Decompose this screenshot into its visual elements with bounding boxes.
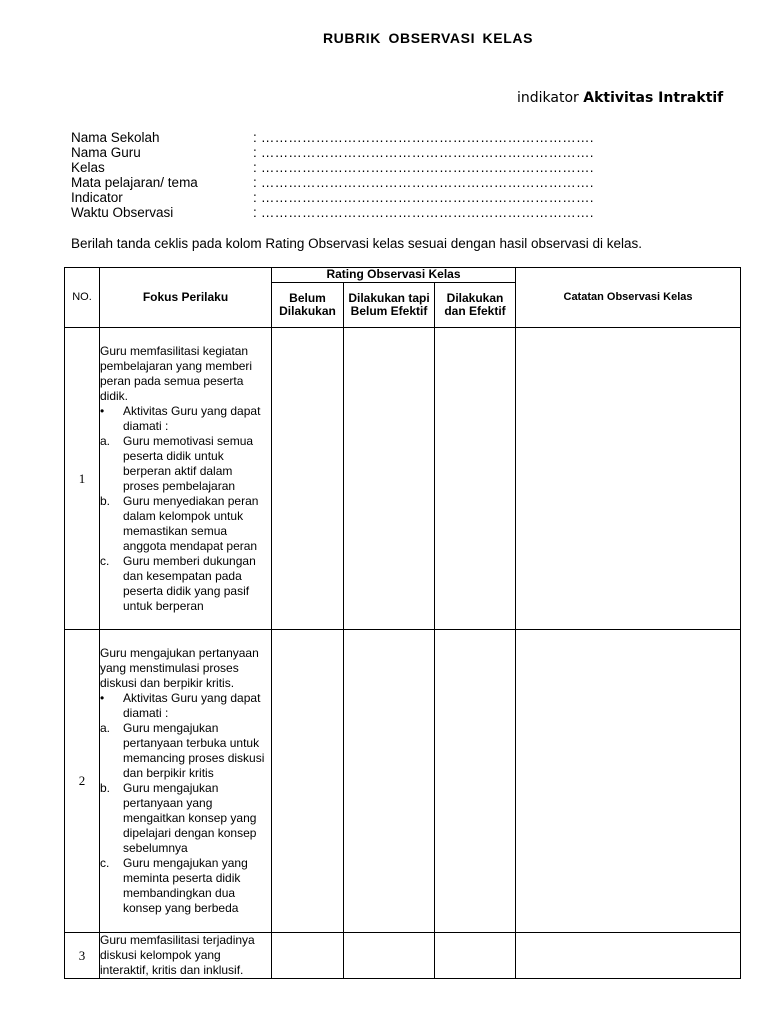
notes-cell[interactable] — [516, 630, 741, 933]
header-notes: Catatan Observasi Kelas — [516, 268, 741, 328]
item-text: Guru mengajukan pertanyaan terbuka untuk memancing proses diskusi dan berpikir kritis — [123, 721, 265, 780]
item-text: Guru mengajukan pertanyaan yang mengaitkan konsep yang dipelajari dengan konsep sebelumnya — [123, 781, 257, 855]
focus-intro: Guru memfasilitasi kegiatan pembelajaran yang memberi peran pada semua peserta didik. — [100, 343, 253, 403]
focus-item — [100, 494, 271, 554]
rating-cell-not-done[interactable] — [272, 328, 344, 630]
focus-cell — [100, 630, 272, 933]
item-text: Guru menyediakan peran dalam kelompok untuk memastikan semua anggota mendapat peran — [123, 493, 259, 553]
bullet-text: Aktivitas Guru yang dapat diamati : — [123, 403, 261, 433]
bullet-icon: • — [100, 403, 105, 418]
rating-cell-done-not-effective[interactable] — [344, 630, 435, 933]
row-number: 3 — [65, 933, 100, 979]
row-number: 1 — [65, 328, 100, 630]
field-label: Waktu Observasi — [71, 205, 174, 220]
field-label: Nama Guru — [71, 145, 141, 160]
focus-item — [100, 856, 271, 916]
document-title: RUBRIK OBSERVASI KELAS — [322, 30, 534, 46]
indikator-name: Aktivitas Intraktif — [583, 90, 724, 106]
focus-item — [100, 554, 271, 614]
rating-cell-done-effective[interactable] — [435, 328, 516, 630]
bullet-text: Aktivitas Guru yang dapat diamati : — [123, 691, 261, 720]
item-marker: b. — [100, 781, 111, 795]
row-number: 2 — [65, 630, 100, 933]
focus-bullet — [100, 404, 271, 434]
field-blank: : ………………………………………………………………. — [253, 190, 594, 205]
item-text: Guru memotivasi semua peserta didik untuk berperan aktif dalam proses pembelajaran — [123, 433, 254, 493]
field-blank: : ………………………………………………………………. — [253, 175, 594, 190]
item-text: Guru memberi dukungan dan kesempatan pada peserta didik yang pasif untuk berperan — [123, 553, 256, 613]
header-done-effective: Dilakukan dan Efektif — [435, 283, 516, 328]
header-no: NO. — [65, 268, 100, 328]
header-not-done: Belum Dilakukan — [272, 283, 344, 328]
field-label: Mata pelajaran/ tema — [71, 175, 198, 190]
header-rating-group: Rating Observasi Kelas — [272, 268, 516, 283]
field-blank: : ………………………………………………………………. — [253, 160, 594, 175]
table-row — [65, 328, 741, 630]
rating-cell-done-effective[interactable] — [435, 933, 516, 979]
notes-cell[interactable] — [516, 328, 741, 630]
focus-item — [100, 434, 271, 494]
item-marker: a. — [100, 721, 111, 735]
field-blank: : ………………………………………………………………. — [253, 145, 594, 160]
focus-cell — [100, 933, 272, 979]
item-marker: a. — [100, 433, 111, 448]
indikator-line — [517, 90, 723, 106]
table-row — [65, 933, 741, 979]
notes-cell[interactable] — [516, 933, 741, 979]
rating-cell-done-not-effective[interactable] — [344, 328, 435, 630]
table-row — [65, 630, 741, 933]
field-label: Nama Sekolah — [71, 130, 160, 145]
focus-item — [100, 721, 271, 781]
rating-cell-not-done[interactable] — [272, 933, 344, 979]
bullet-icon: • — [100, 691, 105, 705]
indikator-prefix: indikator — [517, 90, 579, 106]
rating-cell-done-not-effective[interactable] — [344, 933, 435, 979]
header-focus: Fokus Perilaku — [100, 268, 272, 328]
field-label: Indicator — [71, 190, 123, 205]
field-label: Kelas — [71, 160, 105, 175]
instruction-text: Berilah tanda ceklis pada kolom Rating Observasi kelas sesuai dengan hasil observasi di kelas. — [71, 236, 643, 251]
item-text: Guru mengajukan yang meminta peserta didik membandingkan dua konsep yang berbeda — [123, 856, 248, 915]
field-blank: : ………………………………………………………………. — [253, 130, 594, 145]
field-blank: : ………………………………………………………………. — [253, 205, 594, 220]
item-marker: c. — [100, 856, 110, 870]
item-marker: c. — [100, 553, 110, 568]
header-row-top — [65, 268, 741, 283]
focus-cell — [100, 328, 272, 630]
observation-rubric-table — [64, 267, 741, 979]
rating-cell-not-done[interactable] — [272, 630, 344, 933]
rating-cell-done-effective[interactable] — [435, 630, 516, 933]
item-marker: b. — [100, 493, 111, 508]
focus-bullet — [100, 691, 271, 721]
focus-intro: Guru mengajukan pertanyaan yang menstimulasi proses diskusi dan berpikir kritis. — [100, 646, 259, 690]
focus-intro: Guru memfasilitasi terjadinya diskusi kelompok yang interaktif, kritis dan inklusif. — [100, 933, 255, 977]
focus-item — [100, 781, 271, 856]
header-done-not-effective: Dilakukan tapi Belum Efektif — [344, 283, 435, 328]
